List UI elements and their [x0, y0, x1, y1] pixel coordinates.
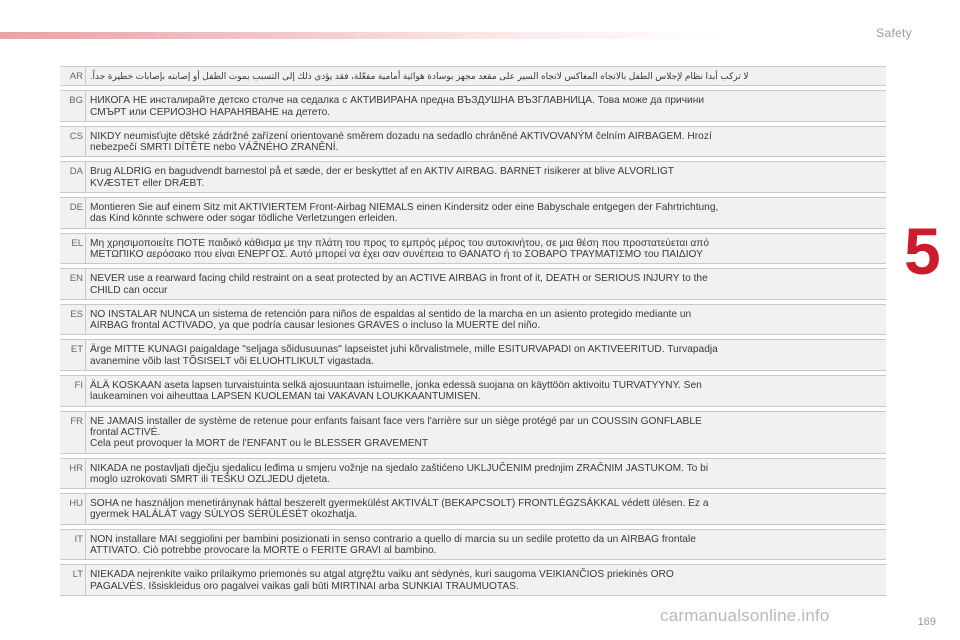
language-code: FR	[60, 412, 86, 453]
warning-text: NE JAMAIS installer de système de retenue pour enfants faisant face vers l'arrière sur un siège protégé par un COUSSIN GONFLABLE frontal ACTIVÉ. Cela peut provoquer la MORT de l'ENFANT ou le BLESSER GRAVEMENT	[90, 415, 702, 450]
warning-text: Ärge MITTE KUNAGI paigaldage "seljaga sõidusuunas" lapseistet juhi kõrvalistmele, mille ESITURVAPADI on AKTIVEERITUD. Turvapadja avanemine võib last TÕSISELT või ELUOHTLIKULT vigastada.	[90, 344, 718, 367]
warning-row-et	[60, 339, 886, 371]
warning-row-de	[60, 197, 886, 229]
warning-row-fi	[60, 375, 886, 407]
language-code: AR	[60, 67, 86, 85]
warning-text: لا تركب أبدا نظام لإجلاس الطفل بالاتجاه المعاكس لاتجاه السير على مقعد مجهز بوسادة هوائية أمامية مفعّلة، فقد يؤدي ذلك إلى التسبب بموت الطفل أو إصابته بإصابات خطيرة جداً.	[90, 71, 749, 81]
warning-text: Μη χρησιμοποιείτε ΠΟΤΕ παιδικό κάθισμα με την πλάτη του προς το εμπρός μέρος του αυτοκινήτου, σε μια θέση που προστατεύεται από ΜΕΤΩΠΙΚΟ αερόσακο που είναι ΕΝΕΡΓΟΣ. Αυτό μπορεί να έχει σαν συνέπεια το ΘΑΝΑΤΟ ή το ΣΟΒΑΡΟ ΤΡΑΥΜΑΤΙΣΜΟ του ΠΑΙΔΙΟΥ	[90, 237, 709, 260]
warning-row-da	[60, 161, 886, 193]
language-code: FI	[60, 376, 86, 406]
warning-text: Brug ALDRIG en bagudvendt barnestol på et sæde, der er beskyttet af en AKTIV AIRBAG. BARNET risikerer at blive ALVORLIGT KVÆSTET eller DRÆBT.	[90, 166, 674, 189]
watermark-text: carmanualsonline.info	[660, 606, 830, 625]
language-code: ET	[60, 340, 86, 370]
language-code: EN	[60, 269, 86, 299]
warning-text: НИКОГА НЕ инсталирайте детско столче на седалка с АКТИВИРАНА предна ВЪЗДУШНА ВЪЗГЛАВНИЦА. Това може да причини СМЪРТ или СЕРИОЗНО НАРАНЯВАНЕ на детето.	[90, 95, 705, 118]
language-code: ES	[60, 305, 86, 335]
warning-text: NIEKADA neįrenkite vaiko prilaikymo priemonės su atgal atgręžtu vaiku ant sėdynės, kuri saugoma VEIKIANČIOS priekinės ORO PAGALVĖS. Išsiskleidus oro pagalvei vaikas gali būti MIRTINAI arba SUNKIAI TRAUMUOTAS.	[90, 569, 674, 592]
warning-text: NON installare MAI seggiolini per bambini posizionati in senso contrario a quello di marcia su un sedile protetto da un AIRBAG frontale ATTIVATO. Ciò potrebbe provocare la MORTE o FERITE GRAVI al bambino.	[90, 533, 696, 557]
warning-row-el	[60, 233, 886, 265]
warning-text: NIKADA ne postavljati dječju sjedalicu leđima u smjeru vožnje na sjedalo zaštićeno UKLJUČENIM prednjim ZRAČNIM JASTUKOM. To bi moglo uzrokovati SMRT ili TEŠKU OZLJEDU djeteta.	[90, 462, 709, 485]
warning-text: Montieren Sie auf einem Sitz mit AKTIVIERTEM Front-Airbag NIEMALS einen Kindersitz oder eine Babyschale entgegen der Fahrtrichtung, das Kind könnte schwere oder sogar tödliche Verletzungen erleiden.	[90, 202, 719, 225]
warning-text: ÄLÄ KOSKAAN aseta lapsen turvaistuinta selkä ajosuuntaan istuimelle, jonka edessä suojana on käyttöön aktivoitu TURVATYYNY. Sen laukeaminen voi aiheuttaa LAPSEN KUOLEMAN tai VAKAVAN LOUKKAANTUMISEN.	[90, 380, 702, 403]
warning-row-en	[60, 268, 886, 300]
language-code: LT	[60, 565, 86, 595]
warning-text: SOHA ne használjon menetiránynak háttal beszerelt gyermekülést AKTIVÁLT (BEKAPCSOLT) FRONTLÉGZSÁKKAL védett ülésen. Ez a gyermek HALÁLÁT vagy SÚLYOS SÉRÜLÉSÉT okozhatja.	[90, 498, 709, 521]
warning-text: NO INSTALAR NUNCA un sistema de retención para niños de espaldas al sentido de la marcha en un asiento protegido mediante un AIRBAG frontal ACTIVADO, ya que podría causar lesiones GRAVES o incluso la MUERTE del niño.	[90, 308, 692, 332]
language-code: HU	[60, 494, 86, 524]
section-title: Safety	[876, 26, 912, 40]
airbag-warning-table	[60, 66, 886, 600]
language-code: HR	[60, 459, 86, 489]
warning-row-it	[60, 529, 886, 561]
language-code: EL	[60, 234, 86, 264]
warning-text: NIKDY neumisťujte dětské zádržné zařízení orientované směrem dozadu na sedadlo chráněné AKTIVOVANÝM čelním AIRBAGEM. Hrozí nebezpečí SMRTI DÍTĚTE nebo VÁŽNÉHO ZRANĚNÍ.	[90, 130, 712, 154]
header-accent-bar	[0, 32, 720, 39]
chapter-number: 5	[904, 214, 941, 288]
warning-row-lt	[60, 564, 886, 596]
warning-row-bg	[60, 90, 886, 122]
warning-text: NEVER use a rearward facing child restraint on a seat protected by an ACTIVE AIRBAG in front of it, DEATH or SERIOUS INJURY to the CHILD can occur	[90, 273, 708, 296]
warning-row-es	[60, 304, 886, 336]
warning-row-ar	[60, 67, 886, 86]
page-number: 169	[917, 616, 936, 628]
language-code: IT	[60, 530, 86, 560]
warning-row-cs	[60, 126, 886, 158]
warning-row-hu	[60, 493, 886, 525]
language-code: DA	[60, 162, 86, 192]
language-code: CS	[60, 127, 86, 157]
language-code: DE	[60, 198, 86, 228]
warning-row-fr	[60, 411, 886, 454]
warning-row-hr	[60, 458, 886, 490]
language-code: BG	[60, 91, 86, 121]
